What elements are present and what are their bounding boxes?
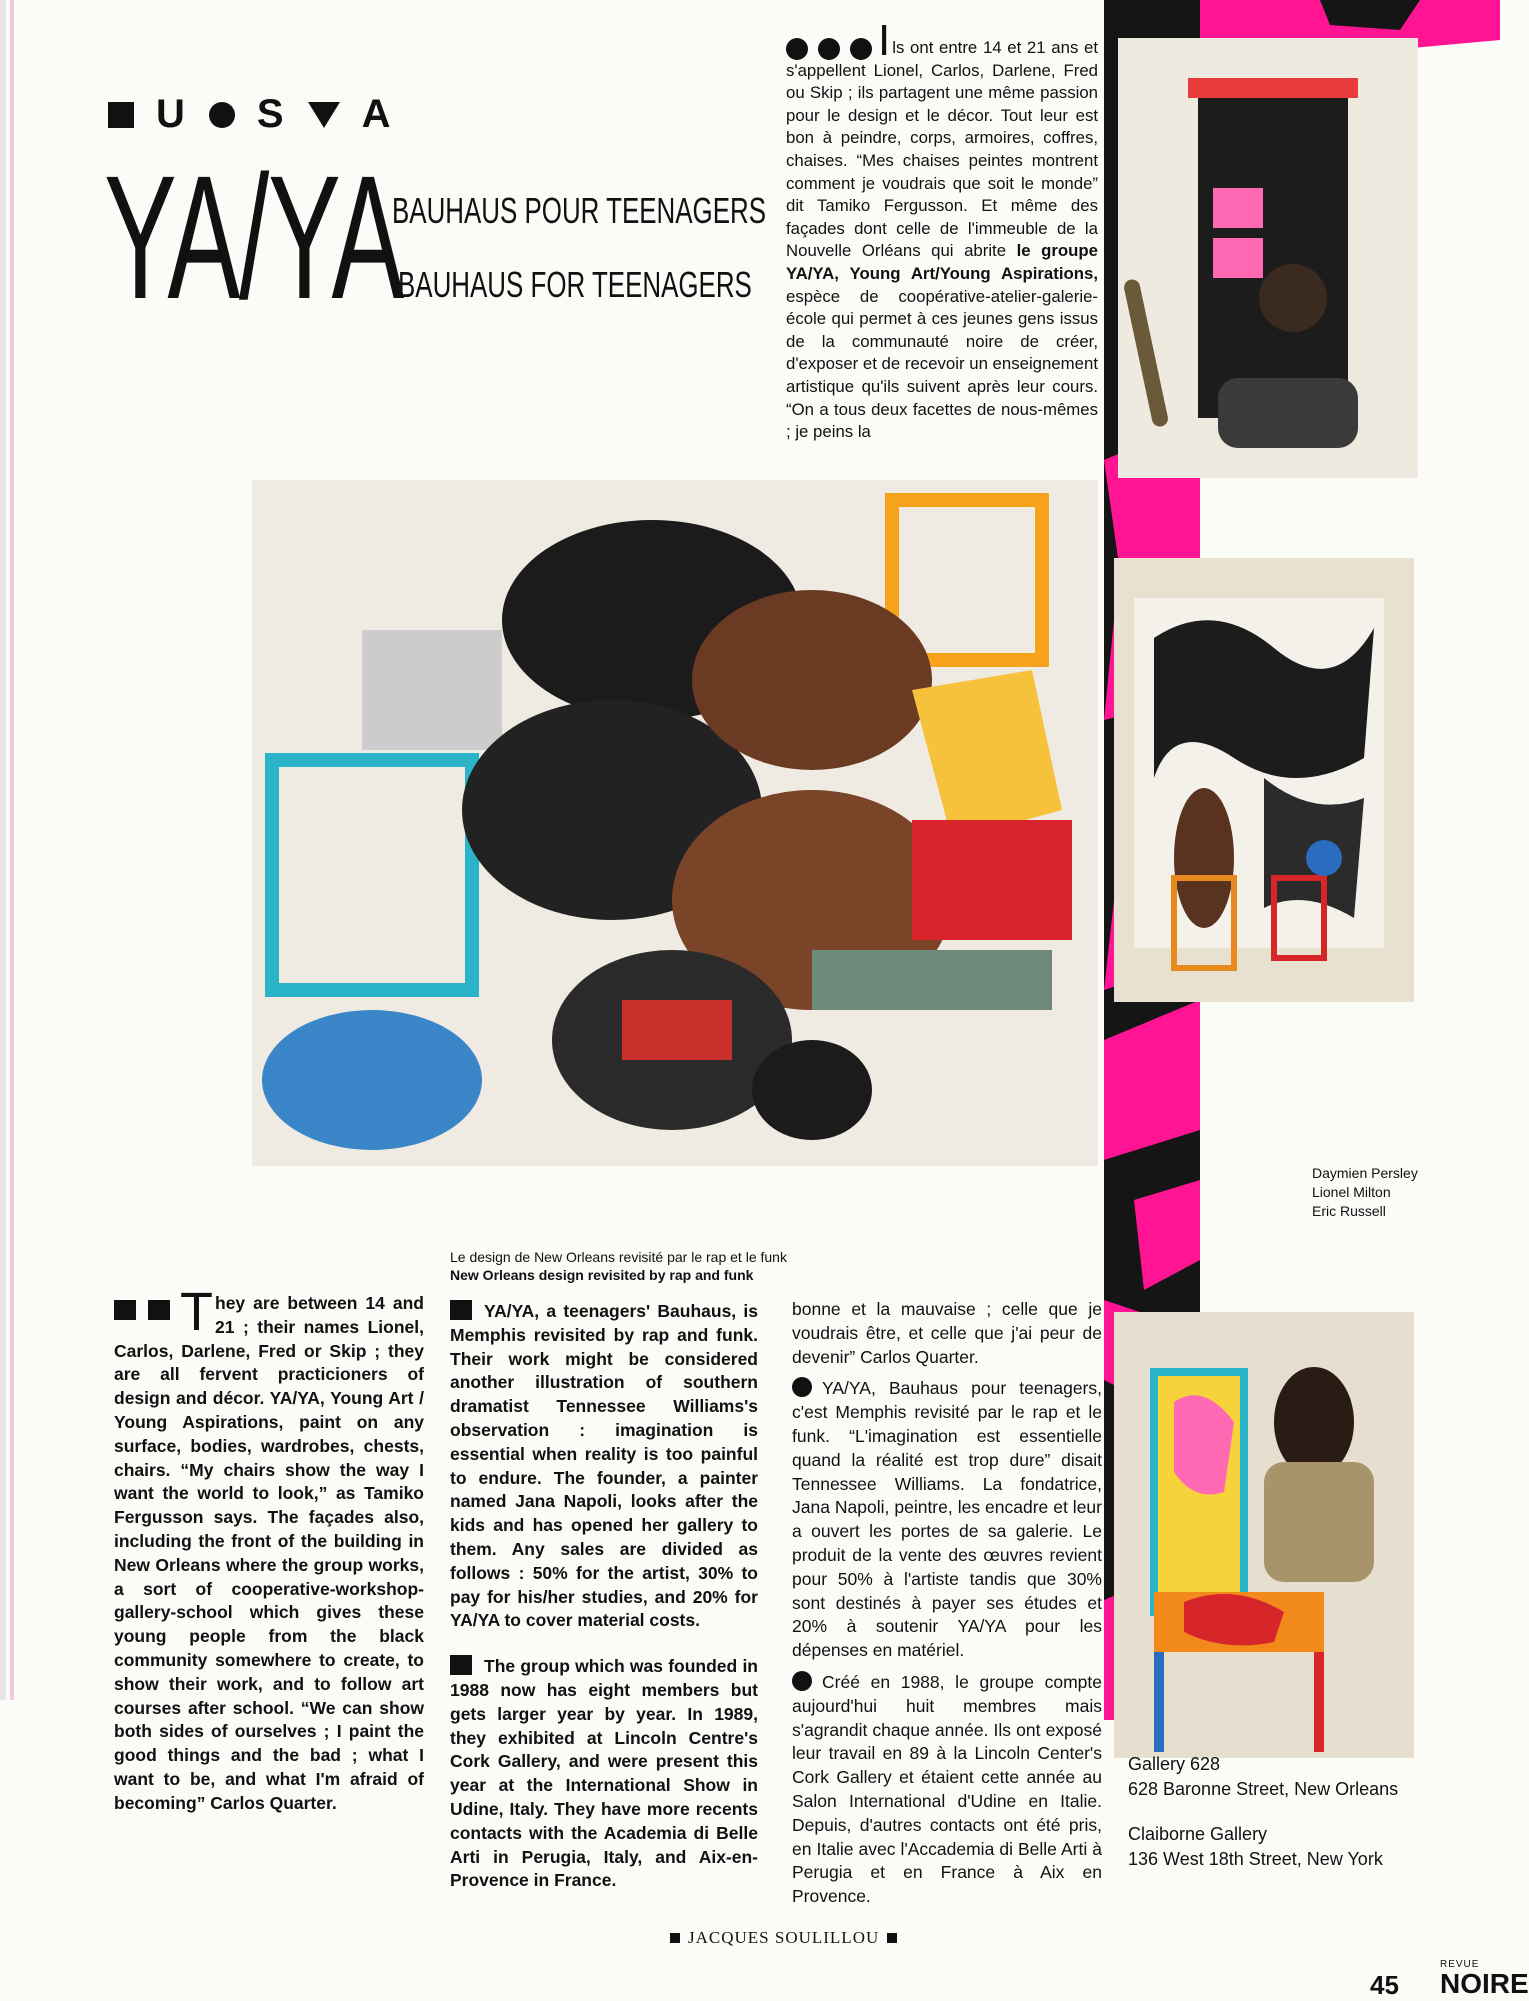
circle-bullet-icon	[209, 102, 235, 128]
magazine-brand	[1440, 1960, 1529, 1998]
caption-french: Le design de New Orleans revisité par le rap et le funk	[450, 1249, 787, 1265]
paragraph: The group which was founded in 1988 now has eight members but gets larger year by year. In 1989, they exhibited at Lincoln Centre's Cork Gallery, and were present this year at the International Show in Udine, Italy. They have more recents contacts with the Academia di Belle Arti in Perugia, Italy, and Aix-en-Provence in France.	[450, 1656, 758, 1891]
square-bullet-icon	[450, 1655, 472, 1675]
square-bullet-icon	[670, 1933, 680, 1943]
mural-photo-image	[1114, 558, 1414, 1002]
gallery-address: 628 Baronne Street, New Orleans	[1128, 1779, 1399, 1799]
circle-bullet-icon	[792, 1377, 812, 1397]
group-photo-image	[252, 480, 1098, 1166]
subtitle-english: BAUHAUS FOR TEENAGERS	[398, 264, 752, 305]
english-column-2	[450, 1300, 758, 1893]
kicker-letter-a: A	[361, 92, 393, 136]
english-column-1	[114, 1282, 424, 1816]
gallery-name: Gallery 628	[1128, 1754, 1221, 1774]
circle-bullet-icon	[792, 1671, 812, 1691]
page-number: 45	[1370, 1970, 1399, 2000]
square-bullet-icon	[108, 102, 134, 128]
photo-mural	[1114, 558, 1414, 1002]
paragraph: hey are between 14 and 21 ; their names Lionel, Carlos, Darlene, Fred or Skip ; they are all fervent practicioners of design and décor. YA/YA, Young Art / Young Aspirations, paint on any surface, bodies, wardrobes, chests, chairs. “My chairs show the way I want the world to look,” as Tamiko Fergusson says. The façades also, including the front of the building in New Orleans where the group works, a sort of cooperative-workshop-gallery-school which gives these young people from the black community somewhere to create, to show their work, and to follow art courses after school. “We can show both sides of ourselves ; I paint the good things and the bad ; what I want to be, and what I'm afraid of becoming” Carlos Quarter.	[114, 1293, 424, 1813]
intro-bold: le groupe YA/YA, Young Art/Young Aspirations,	[786, 241, 1098, 283]
square-bullet-icon	[450, 1300, 472, 1320]
author-name: JACQUES SOULILLOU	[688, 1928, 880, 1947]
photo-chair	[1114, 1312, 1414, 1758]
left-edge-graphic	[0, 0, 30, 1700]
gallery-info	[1128, 1752, 1398, 1872]
credit-name: Lionel Milton	[1312, 1184, 1391, 1200]
photo-group-main	[252, 480, 1098, 1166]
wardrobe-photo-image	[1118, 38, 1418, 478]
brand-name: NOIRE	[1440, 1968, 1529, 1999]
kicker-letter-u: U	[156, 92, 187, 136]
intro-text-2: espèce de coopérative-atelier-galerie-école qui permet à ces jeunes gens issus de la communauté noire de créer, d'exposer et de recevoir un enseignement artistique qu'ils suivent après leur cours. “On a tous deux facettes de nous-mêmes ; je peins la	[786, 286, 1098, 442]
chair-photo-image	[1114, 1312, 1414, 1758]
credit-name: Eric Russell	[1312, 1203, 1386, 1219]
double-square-icon	[114, 1300, 170, 1320]
intro-text: ls ont entre 14 et 21 ans et s'appellent Lionel, Carlos, Darlene, Fred ou Skip ; ils partagent une même passion pour le design et le décor. Tout leur est bon à peindre, corps, armoires, coffres, chaises. “Mes chaises peintes montrent comment je voudrais que soit le monde” dit Tamiko Fergusson. Et même des façades dont celle de l'immeuble de la Nouvelle Orléans qui abrite	[786, 38, 1098, 261]
french-column-3	[792, 1298, 1102, 1909]
article-title: YA/YA	[104, 140, 404, 336]
kicker-letter-s: S	[256, 92, 286, 136]
credit-name: Daymien Persley	[1312, 1165, 1418, 1181]
paragraph: Créé en 1988, le groupe compte aujourd'hui huit membres mais s'agrandit chaque année. Ils ont exposé leur travail en 89 à la Lincoln Center's Cork Gallery et étaient cette année au Salon International d'Udine en Italie. Depuis, d'autres contacts ont été pris, en Italie avec l'Accademia di Belle Arti à Perugia et en France à Aix en Provence.	[792, 1671, 1102, 1907]
photo-credits	[1312, 1164, 1418, 1221]
brand-prefix: REVUE	[1440, 1959, 1480, 1970]
gallery-address: 136 West 18th Street, New York	[1128, 1849, 1383, 1869]
caption-english: New Orleans design revisited by rap and funk	[450, 1267, 754, 1283]
author-byline	[670, 1928, 897, 1948]
intro-french	[786, 16, 1098, 444]
square-bullet-icon	[887, 1933, 897, 1943]
photo-wardrobe	[1118, 38, 1418, 478]
dropcap: T	[180, 1282, 213, 1342]
subtitle-french: BAUHAUS POUR TEENAGERS	[392, 190, 767, 231]
dropcap: I	[878, 16, 891, 65]
gallery-name: Claiborne Gallery	[1128, 1824, 1268, 1844]
paragraph: YA/YA, a teenagers' Bauhaus, is Memphis revisited by rap and funk. Their work might be considered another illustration of southern dramatist Tennessee Williams's observation : imagination is essential when reality is too painful to endure. The founder, a painter named Jana Napoli, looks after the kids and has opened her gallery to them. Any sales are divided as follows : 50% for the artist, 30% to pay for his/her studies, and 20% for YA/YA to cover material costs.	[450, 1301, 758, 1631]
triangle-bullet-icon	[308, 102, 340, 128]
three-dots-icon	[786, 38, 872, 60]
paragraph: bonne et la mauvaise ; celle que je voudrais être, et celle que j'ai peur de devenir” Carlos Quarter.	[792, 1299, 1102, 1367]
section-kicker	[108, 92, 392, 137]
paragraph: YA/YA, Bauhaus pour teenagers, c'est Memphis revisité par le rap et le funk. “L'imagination est essentielle quand la réalité est trop dure” disait Tennessee Williams. La fondatrice, Jana Napoli, peintre, les encadre et leur a ouvert les portes de sa galerie. Le produit de la vente des œuvres revient pour 50% à l'artiste tandis que 30% sont destinés à payer ses études et 20% à soutenir YA/YA pour les dépenses en matériel.	[792, 1378, 1102, 1661]
